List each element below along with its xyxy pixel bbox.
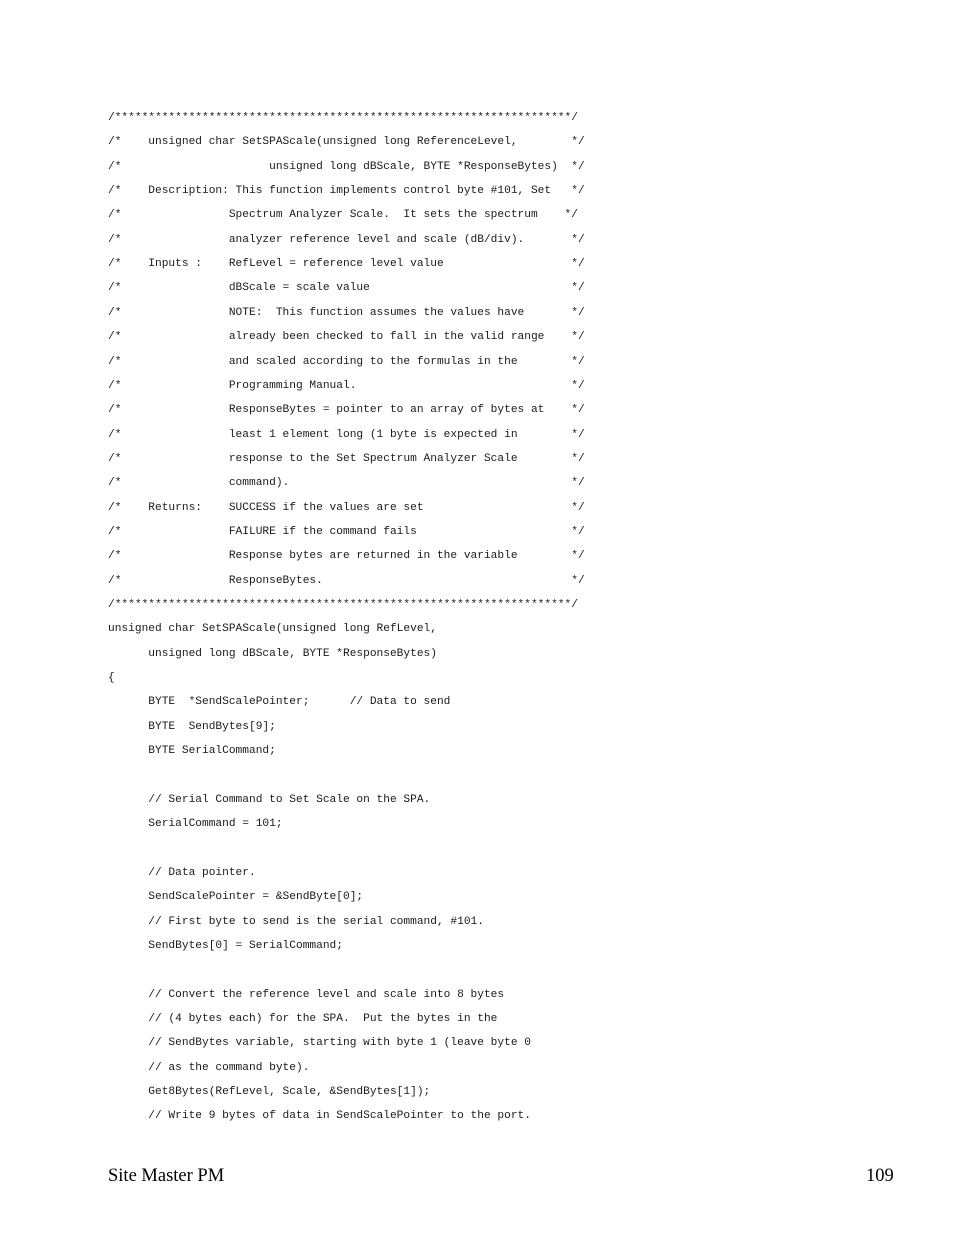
code-line: /* Spectrum Analyzer Scale. It sets the spectrum */ <box>108 209 578 222</box>
code-line: BYTE SendBytes[9]; <box>108 720 276 733</box>
code-line: /* Programming Manual. */ <box>108 379 585 392</box>
code-line: SendScalePointer = &SendByte[0]; <box>108 891 364 904</box>
code-line: /* Inputs : RefLevel = reference level value */ <box>108 258 585 271</box>
code-line: /* ResponseBytes = pointer to an array of bytes at */ <box>108 404 585 417</box>
code-line: // Write 9 bytes of data in SendScalePointer to the port. <box>108 1110 531 1123</box>
code-line: BYTE SerialCommand; <box>108 745 276 758</box>
code-line: { <box>108 672 115 685</box>
code-line: /* Response bytes are returned in the variable */ <box>108 550 585 563</box>
code-line: // Data pointer. <box>108 866 256 879</box>
code-line: // First byte to send is the serial command, #101. <box>108 915 484 928</box>
code-line: // (4 bytes each) for the SPA. Put the bytes in the <box>108 1012 498 1025</box>
code-line: /* analyzer reference level and scale (dB/div). */ <box>108 233 585 246</box>
code-line: /* Description: This function implements control byte #101, Set */ <box>108 185 585 198</box>
code-line: /* Returns: SUCCESS if the values are set */ <box>108 501 585 514</box>
code-line: /* already been checked to fall in the valid range */ <box>108 331 585 344</box>
code-line: /* unsigned long dBScale, BYTE *ResponseBytes) */ <box>108 160 585 173</box>
code-line: BYTE *SendScalePointer; // Data to send <box>108 696 451 709</box>
code-line: /* and scaled according to the formulas in the */ <box>108 355 585 368</box>
code-line: /* command). */ <box>108 477 585 490</box>
code-line: // Convert the reference level and scale into 8 bytes <box>108 988 505 1001</box>
code-line: /* response to the Set Spectrum Analyzer Scale */ <box>108 452 585 465</box>
code-line: // Serial Command to Set Scale on the SPA. <box>108 793 431 806</box>
code-line: // as the command byte). <box>108 1061 310 1074</box>
code-line: SerialCommand = 101; <box>108 818 283 831</box>
code-line: /* FAILURE if the command fails */ <box>108 525 585 538</box>
code-line: Get8Bytes(RefLevel, Scale, &SendBytes[1]); <box>108 1086 431 1098</box>
code-line: /* unsigned char SetSPAScale(unsigned long ReferenceLevel, */ <box>108 136 585 149</box>
code-line: /* NOTE: This function assumes the values have */ <box>108 306 585 319</box>
code-line: /* least 1 element long (1 byte is expected in */ <box>108 428 585 441</box>
footer-document-title: Site Master PM <box>108 1166 225 1186</box>
code-line: /* dBScale = scale value */ <box>108 282 585 295</box>
code-line: unsigned long dBScale, BYTE *ResponseBytes) <box>108 647 437 660</box>
footer-page-number: 109 <box>866 1166 894 1186</box>
code-line: SendBytes[0] = SerialCommand; <box>108 939 343 952</box>
code-line: /********************************************************************/ <box>108 112 578 124</box>
code-line: // SendBytes variable, starting with byte 1 (leave byte 0 <box>108 1037 531 1050</box>
code-line: unsigned char SetSPAScale(unsigned long RefLevel, <box>108 623 437 636</box>
code-line: /* ResponseBytes. */ <box>108 574 585 587</box>
code-line: /********************************************************************/ <box>108 599 578 611</box>
